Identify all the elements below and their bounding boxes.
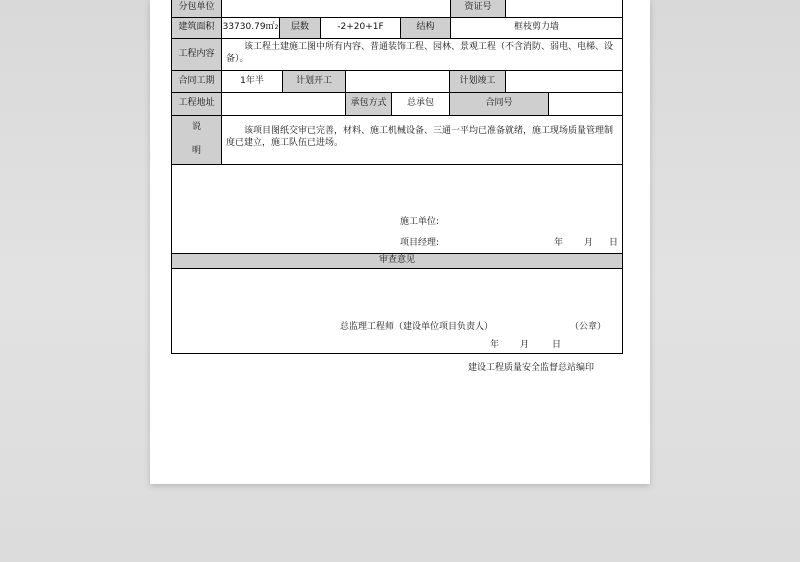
review-date-year: 年 bbox=[490, 340, 500, 350]
note-value-text: 该项目图纸交审已完善，材料、施工机械设备、三通一平均已准备就绪，施工现场质量管理制度已建立，施工队伍已进场。 bbox=[226, 126, 614, 148]
area-value[interactable] bbox=[221, 17, 280, 39]
structure-label bbox=[400, 17, 451, 39]
address-label-text: 工程地址 bbox=[178, 98, 215, 109]
structure-value-text: 框枝剪力墙 bbox=[513, 22, 559, 33]
content-value-text: 该工程土建施工图中所有内容、普通装饰工程、园林、景观工程（不含消防、弱电、电梯、设备）。 bbox=[226, 42, 614, 64]
contract-mode-label-text: 承包方式 bbox=[350, 98, 387, 109]
note-label-char-2: 明 bbox=[191, 146, 201, 157]
period-value[interactable] bbox=[221, 70, 283, 93]
compiled-by-footer: 建设工程质量安全监督总站编印 bbox=[468, 363, 595, 373]
structure-value[interactable] bbox=[450, 17, 623, 39]
floors-label-text: 层数 bbox=[290, 22, 309, 33]
contract-mode-value-text: 总承包 bbox=[406, 98, 434, 109]
subcontractor-label-text: 分包单位 bbox=[178, 1, 215, 12]
cert-field[interactable] bbox=[505, 0, 623, 18]
area-label bbox=[171, 17, 222, 39]
construction-unit-label: 施工单位: bbox=[400, 217, 440, 227]
plan-end-label bbox=[449, 70, 506, 93]
chief-supervisor-label: 总监理工程师（建设单位项目负责人） bbox=[340, 322, 494, 332]
floors-value-text: -2+20+1F bbox=[337, 22, 384, 33]
contract-no-label bbox=[449, 92, 549, 116]
cert-label bbox=[450, 0, 506, 18]
contract-mode-value[interactable] bbox=[391, 92, 450, 116]
content-label-text: 工程内容 bbox=[178, 48, 215, 59]
review-header-text: 审查意见 bbox=[378, 255, 415, 266]
date-month: 月 bbox=[584, 238, 594, 248]
review-date-month: 月 bbox=[520, 340, 530, 350]
area-superscript: 2 bbox=[274, 24, 279, 32]
address-label bbox=[171, 92, 222, 116]
plan-start-label bbox=[282, 70, 346, 93]
period-label bbox=[171, 70, 222, 93]
address-field[interactable] bbox=[221, 92, 346, 116]
contract-no-label-text: 合同号 bbox=[485, 98, 513, 109]
period-label-text: 合同工期 bbox=[178, 75, 215, 86]
cert-label-text: 资证号 bbox=[464, 1, 492, 12]
floors-value[interactable] bbox=[320, 17, 401, 39]
note-value[interactable] bbox=[221, 115, 623, 165]
area-value-text: 33730.79㎡ bbox=[222, 22, 275, 33]
subcontractor-label bbox=[171, 0, 222, 18]
subcontractor-field[interactable] bbox=[221, 0, 451, 18]
date-day: 日 bbox=[609, 238, 619, 248]
seal-label: （公章） bbox=[570, 322, 607, 332]
content-label bbox=[171, 38, 222, 71]
plan-start-label-text: 计划开工 bbox=[295, 75, 332, 86]
review-date-day: 日 bbox=[552, 340, 562, 350]
note-label-char-1: 说 bbox=[191, 122, 201, 133]
content-value[interactable] bbox=[221, 38, 623, 71]
contract-mode-label bbox=[345, 92, 392, 116]
area-label-text: 建筑面积 bbox=[178, 22, 215, 33]
structure-label-text: 结构 bbox=[416, 22, 435, 33]
plan-start-field[interactable] bbox=[345, 70, 450, 93]
plan-end-label-text: 计划竣工 bbox=[459, 75, 496, 86]
note-label bbox=[171, 115, 222, 165]
plan-end-field[interactable] bbox=[505, 70, 623, 93]
contract-no-field[interactable] bbox=[548, 92, 623, 116]
review-header bbox=[171, 253, 623, 269]
project-manager-label: 项目经理: bbox=[400, 238, 440, 248]
period-value-text: 1年半 bbox=[240, 75, 264, 86]
date-year: 年 bbox=[554, 238, 564, 248]
floors-label bbox=[279, 17, 321, 39]
